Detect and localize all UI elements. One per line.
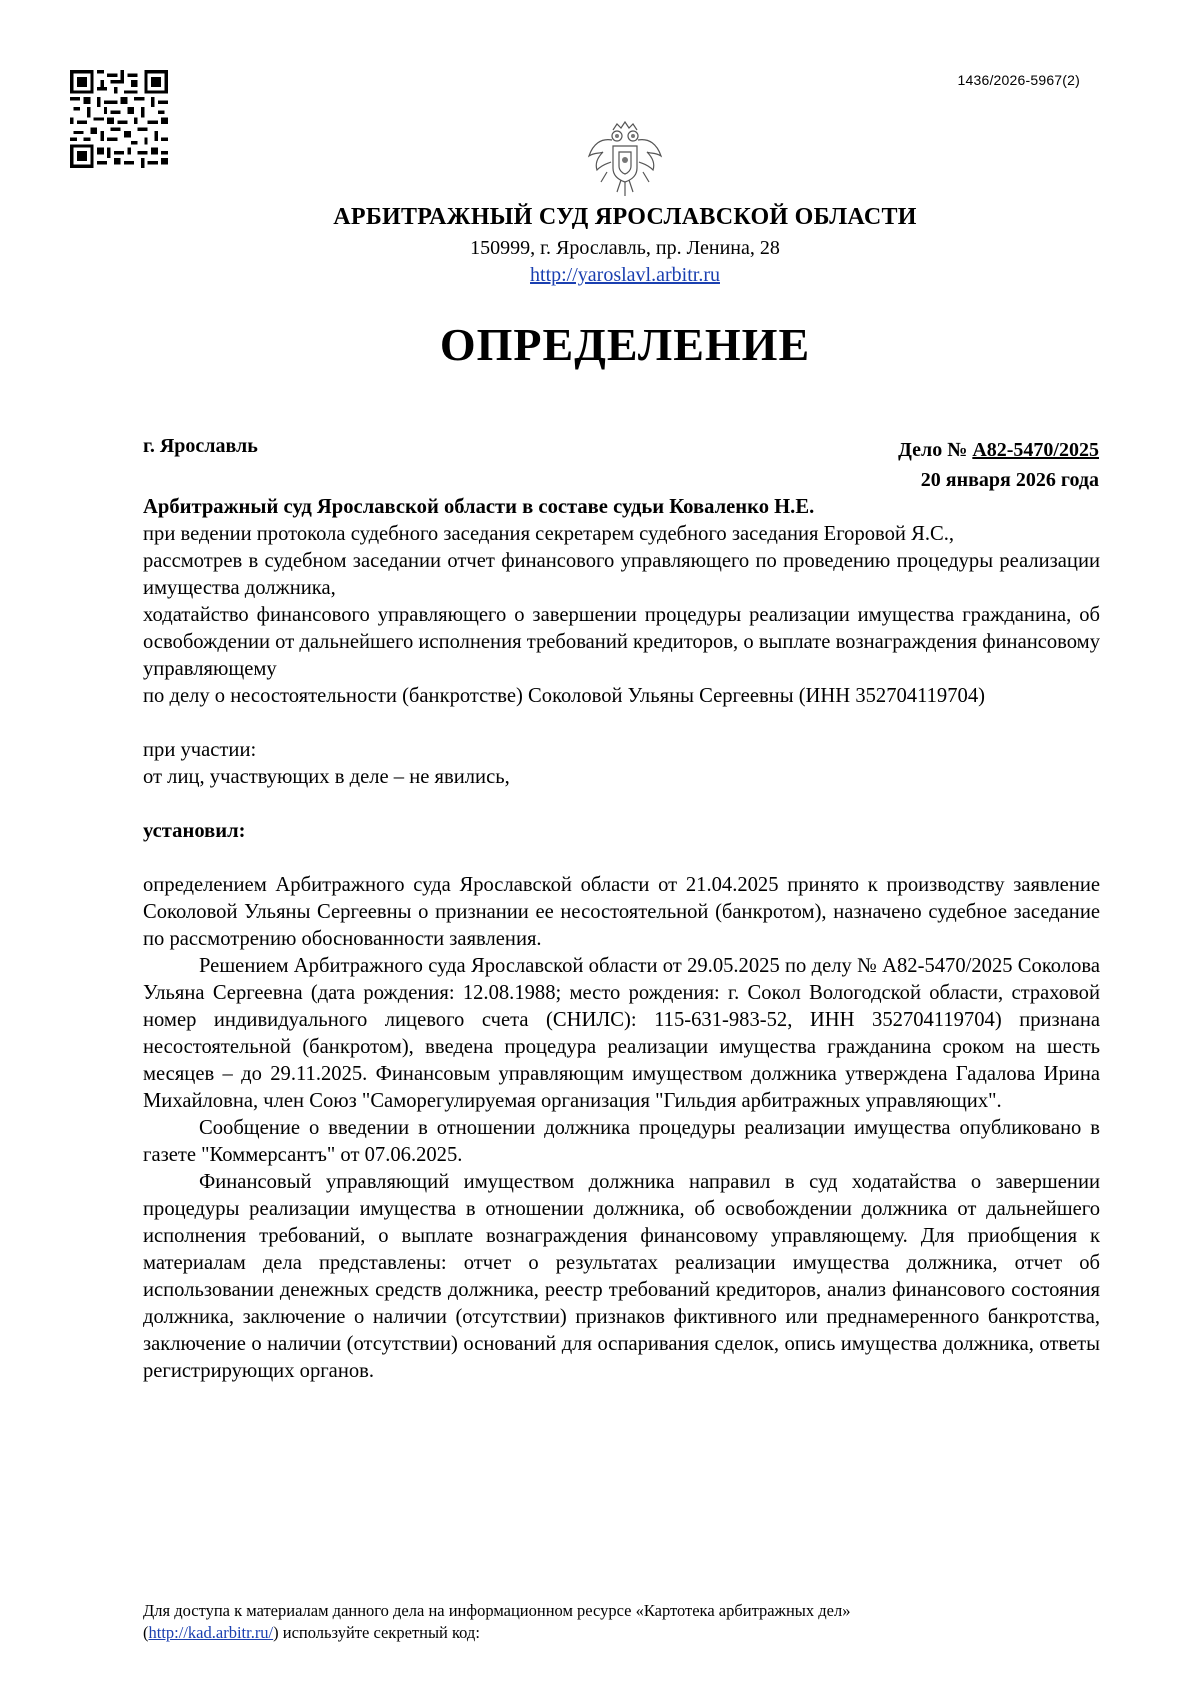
coat-of-arms-emblem-icon: [583, 118, 667, 200]
established-label: установил:: [143, 820, 246, 842]
case-prefix: Дело №: [898, 439, 973, 461]
court-composition: Арбитражный суд Ярославской области в составе судьи Коваленко Н.Е.: [143, 496, 815, 518]
paragraph: Сообщение о введении в отношении должника процедуры реализации имущества опубликовано в газете "Коммерсантъ" от 07.06.2025.: [143, 1117, 1100, 1166]
court-website-link[interactable]: http://yaroslavl.arbitr.ru: [530, 264, 720, 286]
city: г. Ярославль: [143, 435, 258, 457]
participation-label: при участии:: [143, 739, 257, 761]
case-description: по делу о несостоятельности (банкротстве) Соколовой Ульяны Сергеевны (ИНН 352704119704): [143, 685, 985, 707]
document-title: ОПРЕДЕЛЕНИЕ: [439, 319, 811, 370]
footer-line-1: Для доступа к материалам данного дела на информационном ресурсе «Картотека арбитражных дел»: [143, 1601, 851, 1620]
case-number: А82-5470/2025: [972, 439, 1099, 461]
considered-report: рассмотрев в судебном заседании отчет финансового управляющего по проведению процедуры реализации имущества должника,: [143, 550, 1100, 599]
paragraph: Решением Арбитражного суда Ярославской области от 29.05.2025 по делу № А82-5470/2025 Соколова Ульяна Сергеевна (дата рождения: 12.08.1988; место рождения: г. Сокол Вологодской области, страховой номер индивидуального лицевого счета (СНИЛС): 115-631-983-52, ИНН 352704119704) признана несостоятельной (банкротом), введена процедура реализации имущества гражданина сроком на шесть месяцев – до 29.11.2025. Финансовым управляющим имуществом должника утверждена Гадалова Ирина Михайловна, член Союз "Саморегулируемая организация "Гильдия арбитражных управляющих".: [143, 955, 1100, 1112]
kad-arbitr-link[interactable]: http://kad.arbitr.ru/: [148, 1623, 274, 1642]
paragraph: Финансовый управляющий имуществом должника направил в суд ходатайства о завершении процедуры реализации имущества в отношении должника, об освобождении должника от дальнейшего исполнения требований, о выплате вознаграждения финансовому управляющему. Для приобщения к материалам дела представлены: отчет о результатах реализации имущества должника, отчет об использовании денежных средств должника, реестр требований кредиторов, анализ финансового состояния должника, заключение о наличии (отсутствии) признаков фиктивного или преднамеренного банкротства, заключение о наличии (отсутствии) оснований для оспаривания сделок, опись имущества должника, ответы регистрирующих органов.: [143, 1171, 1100, 1382]
motion-text: ходатайство финансового управляющего о завершении процедуры реализации имущества гражданина, об освобождении от дальнейшего исполнения требований кредиторов, о выплате вознаграждения финансовому управляющему: [143, 604, 1100, 680]
court-header: [0, 200, 1190, 288]
participation-parties: от лиц, участвующих в деле – не явились,: [143, 766, 510, 788]
court-address: 150999, г. Ярославль, пр. Ленина, 28: [470, 237, 780, 259]
case-number-line: [898, 435, 1099, 465]
document-registration-number: 1436/2026-5967(2): [957, 72, 1080, 88]
footer-access-note: [143, 1600, 1093, 1644]
protocol-secretary: при ведении протокола судебного заседания секретарем судебного заседания Егоровой Я.С.,: [143, 523, 955, 545]
document-body: [143, 494, 1100, 1385]
decision-date: 20 января 2026 года: [920, 469, 1099, 491]
case-info: [898, 435, 1099, 495]
paragraph: определением Арбитражного суда Ярославской области от 21.04.2025 принято к производству заявление Соколовой Ульяны Сергеевны о признании ее несостоятельной (банкротом), назначено судебное заседание по рассмотрению обоснованности заявления.: [143, 874, 1100, 950]
qr-code-image: [70, 70, 168, 168]
court-name: АРБИТРАЖНЫЙ СУД ЯРОСЛАВСКОЙ ОБЛАСТИ: [333, 204, 917, 230]
footer-line-2: (http://kad.arbitr.ru/) используйте секретный код:: [143, 1623, 480, 1642]
